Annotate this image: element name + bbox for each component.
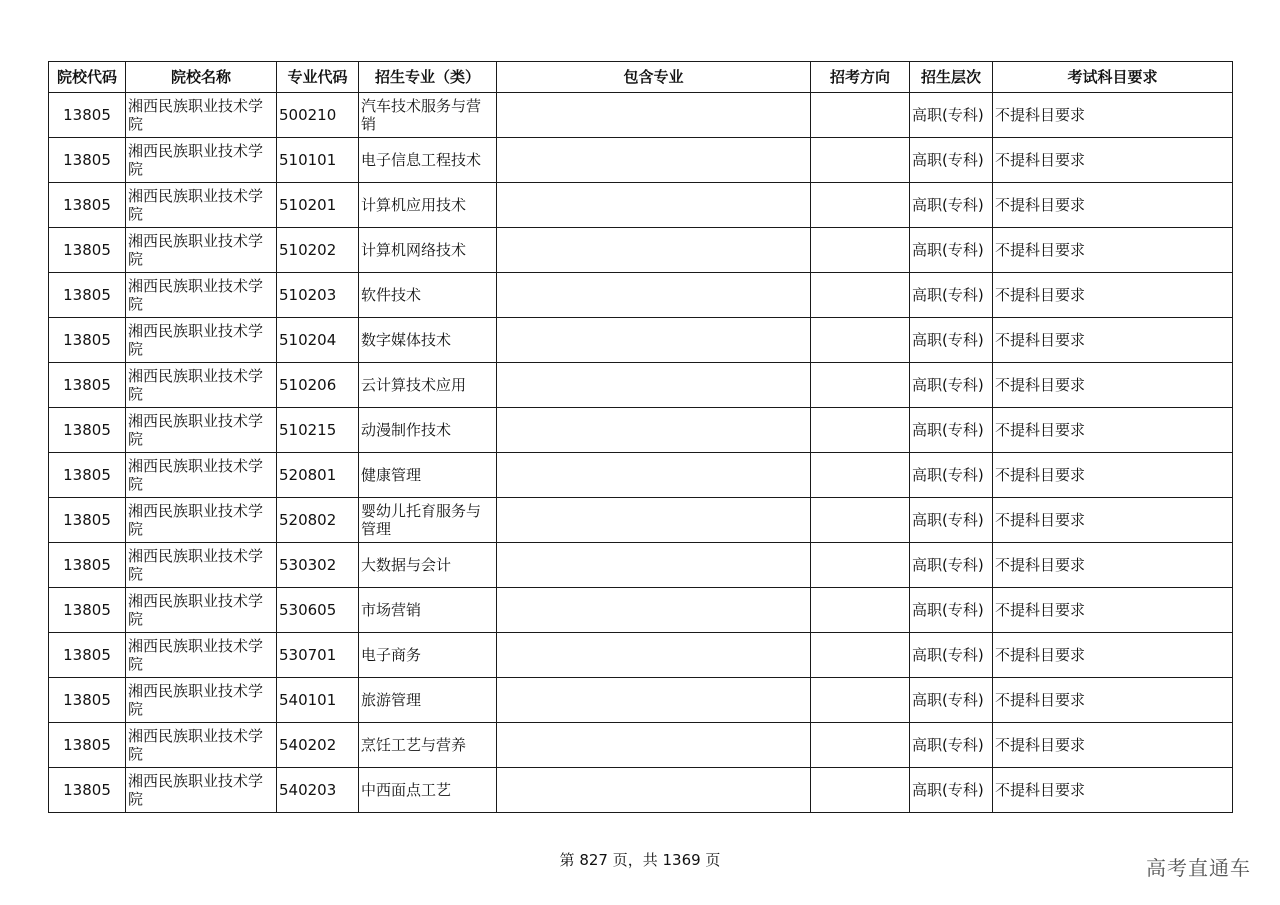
header-row bbox=[49, 62, 1233, 93]
major-cell: 动漫制作技术 bbox=[359, 408, 497, 453]
direction-cell bbox=[811, 543, 910, 588]
direction-cell bbox=[811, 318, 910, 363]
included-majors-cell bbox=[497, 723, 811, 768]
header-school-code: 院校代码 bbox=[49, 62, 126, 93]
school-code-cell: 13805 bbox=[49, 363, 126, 408]
table-row bbox=[49, 678, 1233, 723]
school-name-cell: 湘西民族职业技术学院 bbox=[126, 273, 277, 318]
school-name-cell: 湘西民族职业技术学院 bbox=[126, 768, 277, 813]
header-requirement: 考试科目要求 bbox=[993, 62, 1233, 93]
major-cell: 大数据与会计 bbox=[359, 543, 497, 588]
major-cell: 电子信息工程技术 bbox=[359, 138, 497, 183]
requirement-cell: 不提科目要求 bbox=[993, 273, 1233, 318]
requirement-cell: 不提科目要求 bbox=[993, 633, 1233, 678]
major-code-cell: 510202 bbox=[277, 228, 359, 273]
school-code-cell: 13805 bbox=[49, 543, 126, 588]
requirement-cell: 不提科目要求 bbox=[993, 678, 1233, 723]
header-major-code: 专业代码 bbox=[277, 62, 359, 93]
major-cell: 烹饪工艺与营养 bbox=[359, 723, 497, 768]
table-row bbox=[49, 318, 1233, 363]
direction-cell bbox=[811, 723, 910, 768]
level-cell: 高职(专科) bbox=[910, 768, 993, 813]
level-cell: 高职(专科) bbox=[910, 588, 993, 633]
table-row bbox=[49, 453, 1233, 498]
major-cell: 数字媒体技术 bbox=[359, 318, 497, 363]
direction-cell bbox=[811, 633, 910, 678]
included-majors-cell bbox=[497, 273, 811, 318]
included-majors-cell bbox=[497, 408, 811, 453]
school-code-cell: 13805 bbox=[49, 453, 126, 498]
school-code-cell: 13805 bbox=[49, 678, 126, 723]
requirement-cell: 不提科目要求 bbox=[993, 228, 1233, 273]
major-code-cell: 500210 bbox=[277, 93, 359, 138]
requirement-cell: 不提科目要求 bbox=[993, 318, 1233, 363]
page-number: 第 827 页，共 1369 页 bbox=[559, 851, 721, 869]
direction-cell bbox=[811, 453, 910, 498]
school-name-cell: 湘西民族职业技术学院 bbox=[126, 408, 277, 453]
table-row bbox=[49, 633, 1233, 678]
included-majors-cell bbox=[497, 318, 811, 363]
table-row bbox=[49, 183, 1233, 228]
table-row bbox=[49, 768, 1233, 813]
major-cell: 婴幼儿托育服务与管理 bbox=[359, 498, 497, 543]
table-row bbox=[49, 408, 1233, 453]
school-code-cell: 13805 bbox=[49, 138, 126, 183]
major-code-cell: 520801 bbox=[277, 453, 359, 498]
level-cell: 高职(专科) bbox=[910, 498, 993, 543]
direction-cell bbox=[811, 363, 910, 408]
direction-cell bbox=[811, 768, 910, 813]
major-cell: 云计算技术应用 bbox=[359, 363, 497, 408]
school-code-cell: 13805 bbox=[49, 228, 126, 273]
level-cell: 高职(专科) bbox=[910, 633, 993, 678]
header-major: 招生专业（类） bbox=[359, 62, 497, 93]
requirement-cell: 不提科目要求 bbox=[993, 408, 1233, 453]
direction-cell bbox=[811, 588, 910, 633]
level-cell: 高职(专科) bbox=[910, 273, 993, 318]
major-code-cell: 510206 bbox=[277, 363, 359, 408]
school-code-cell: 13805 bbox=[49, 633, 126, 678]
major-cell: 计算机网络技术 bbox=[359, 228, 497, 273]
school-name-cell: 湘西民族职业技术学院 bbox=[126, 543, 277, 588]
included-majors-cell bbox=[497, 183, 811, 228]
major-code-cell: 510204 bbox=[277, 318, 359, 363]
direction-cell bbox=[811, 183, 910, 228]
level-cell: 高职(专科) bbox=[910, 453, 993, 498]
level-cell: 高职(专科) bbox=[910, 228, 993, 273]
major-cell: 电子商务 bbox=[359, 633, 497, 678]
direction-cell bbox=[811, 678, 910, 723]
requirement-cell: 不提科目要求 bbox=[993, 453, 1233, 498]
watermark: 高考直通车 bbox=[1146, 856, 1251, 880]
header-school-name: 院校名称 bbox=[126, 62, 277, 93]
school-name-cell: 湘西民族职业技术学院 bbox=[126, 723, 277, 768]
major-cell: 汽车技术服务与营销 bbox=[359, 93, 497, 138]
school-name-cell: 湘西民族职业技术学院 bbox=[126, 678, 277, 723]
major-cell: 计算机应用技术 bbox=[359, 183, 497, 228]
school-name-cell: 湘西民族职业技术学院 bbox=[126, 93, 277, 138]
included-majors-cell bbox=[497, 588, 811, 633]
school-code-cell: 13805 bbox=[49, 318, 126, 363]
major-code-cell: 520802 bbox=[277, 498, 359, 543]
major-cell: 软件技术 bbox=[359, 273, 497, 318]
requirement-cell: 不提科目要求 bbox=[993, 543, 1233, 588]
school-code-cell: 13805 bbox=[49, 588, 126, 633]
school-name-cell: 湘西民族职业技术学院 bbox=[126, 588, 277, 633]
level-cell: 高职(专科) bbox=[910, 93, 993, 138]
major-code-cell: 510101 bbox=[277, 138, 359, 183]
included-majors-cell bbox=[497, 453, 811, 498]
major-cell: 市场营销 bbox=[359, 588, 497, 633]
level-cell: 高职(专科) bbox=[910, 318, 993, 363]
header-included-majors: 包含专业 bbox=[497, 62, 811, 93]
included-majors-cell bbox=[497, 543, 811, 588]
requirement-cell: 不提科目要求 bbox=[993, 498, 1233, 543]
school-name-cell: 湘西民族职业技术学院 bbox=[126, 318, 277, 363]
direction-cell bbox=[811, 138, 910, 183]
level-cell: 高职(专科) bbox=[910, 678, 993, 723]
included-majors-cell bbox=[497, 93, 811, 138]
included-majors-cell bbox=[497, 228, 811, 273]
school-code-cell: 13805 bbox=[49, 93, 126, 138]
table-row bbox=[49, 588, 1233, 633]
major-cell: 中西面点工艺 bbox=[359, 768, 497, 813]
major-code-cell: 510201 bbox=[277, 183, 359, 228]
major-code-cell: 530701 bbox=[277, 633, 359, 678]
table-row bbox=[49, 138, 1233, 183]
header-direction: 招考方向 bbox=[811, 62, 910, 93]
major-code-cell: 540203 bbox=[277, 768, 359, 813]
admissions-table bbox=[48, 61, 1233, 813]
requirement-cell: 不提科目要求 bbox=[993, 183, 1233, 228]
requirement-cell: 不提科目要求 bbox=[993, 363, 1233, 408]
school-name-cell: 湘西民族职业技术学院 bbox=[126, 363, 277, 408]
level-cell: 高职(专科) bbox=[910, 138, 993, 183]
level-cell: 高职(专科) bbox=[910, 183, 993, 228]
requirement-cell: 不提科目要求 bbox=[993, 93, 1233, 138]
included-majors-cell bbox=[497, 363, 811, 408]
school-name-cell: 湘西民族职业技术学院 bbox=[126, 138, 277, 183]
major-code-cell: 540101 bbox=[277, 678, 359, 723]
requirement-cell: 不提科目要求 bbox=[993, 768, 1233, 813]
direction-cell bbox=[811, 273, 910, 318]
direction-cell bbox=[811, 498, 910, 543]
major-code-cell: 530605 bbox=[277, 588, 359, 633]
included-majors-cell bbox=[497, 138, 811, 183]
major-cell: 健康管理 bbox=[359, 453, 497, 498]
school-code-cell: 13805 bbox=[49, 183, 126, 228]
major-code-cell: 530302 bbox=[277, 543, 359, 588]
table-row bbox=[49, 363, 1233, 408]
major-code-cell: 540202 bbox=[277, 723, 359, 768]
included-majors-cell bbox=[497, 633, 811, 678]
table-row bbox=[49, 93, 1233, 138]
level-cell: 高职(专科) bbox=[910, 408, 993, 453]
school-code-cell: 13805 bbox=[49, 408, 126, 453]
included-majors-cell bbox=[497, 678, 811, 723]
school-name-cell: 湘西民族职业技术学院 bbox=[126, 633, 277, 678]
table-row bbox=[49, 498, 1233, 543]
school-code-cell: 13805 bbox=[49, 723, 126, 768]
included-majors-cell bbox=[497, 498, 811, 543]
table-row bbox=[49, 543, 1233, 588]
level-cell: 高职(专科) bbox=[910, 723, 993, 768]
requirement-cell: 不提科目要求 bbox=[993, 723, 1233, 768]
school-code-cell: 13805 bbox=[49, 768, 126, 813]
school-code-cell: 13805 bbox=[49, 498, 126, 543]
level-cell: 高职(专科) bbox=[910, 363, 993, 408]
school-name-cell: 湘西民族职业技术学院 bbox=[126, 498, 277, 543]
header-level: 招生层次 bbox=[910, 62, 993, 93]
school-name-cell: 湘西民族职业技术学院 bbox=[126, 228, 277, 273]
direction-cell bbox=[811, 93, 910, 138]
direction-cell bbox=[811, 228, 910, 273]
requirement-cell: 不提科目要求 bbox=[993, 588, 1233, 633]
major-code-cell: 510215 bbox=[277, 408, 359, 453]
school-name-cell: 湘西民族职业技术学院 bbox=[126, 183, 277, 228]
included-majors-cell bbox=[497, 768, 811, 813]
school-code-cell: 13805 bbox=[49, 273, 126, 318]
direction-cell bbox=[811, 408, 910, 453]
table-row bbox=[49, 273, 1233, 318]
table-row bbox=[49, 723, 1233, 768]
major-cell: 旅游管理 bbox=[359, 678, 497, 723]
table-row bbox=[49, 228, 1233, 273]
school-name-cell: 湘西民族职业技术学院 bbox=[126, 453, 277, 498]
level-cell: 高职(专科) bbox=[910, 543, 993, 588]
requirement-cell: 不提科目要求 bbox=[993, 138, 1233, 183]
major-code-cell: 510203 bbox=[277, 273, 359, 318]
